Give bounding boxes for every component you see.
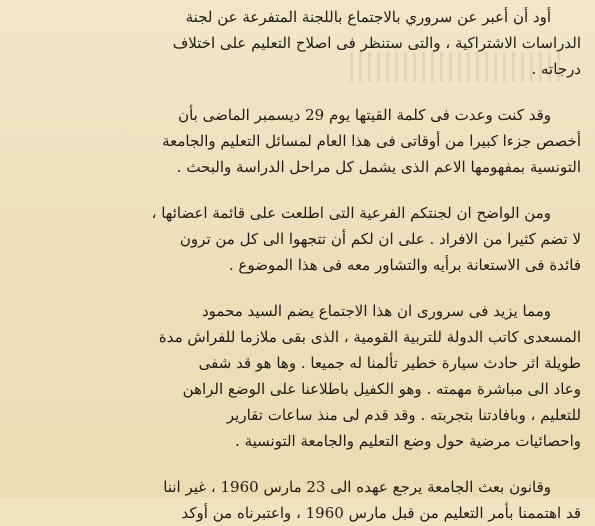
- text-line: أود أن أعبر عن سروري بالاجتماع باللجنة المتفرعة عن لجنة: [185, 8, 551, 26]
- paragraph-gap: [16, 180, 581, 200]
- text-line: ومما يزيد فى سرورى ان هذا الاجتماع يضم السيد محمود: [201, 302, 551, 320]
- text-line: فائدة فى الاستعانة برأيه والتشاور معه فى هذا الموضوع .: [228, 256, 581, 274]
- text-line: واحصائيات مرضية حول وضع التعليم والجامعة التونسية .: [235, 432, 581, 450]
- paragraph-1: [16, 4, 581, 82]
- text-line: وعاد الى مباشرة مهمته . وهو الكفيل باطلاعنا على الوضع الراهن: [182, 380, 581, 398]
- text-line: لا تضم كثيرا من الافراد . على ان لكم أن تتجهوا الى كل من ترون: [179, 230, 581, 248]
- paragraph-5: [16, 474, 581, 526]
- text-line: طويلة اثر حادث سيارة خطير تألمنا له جميعا . وها هو قد شفى: [198, 354, 581, 372]
- paragraph-3: [16, 200, 581, 278]
- text-line: أخصص جزءا كبيرا من أوقاتى فى هذا العام لمسائل التعليم والجامعة: [162, 132, 581, 150]
- text-line: وقانون بعث الجامعة يرجع عهده الى 23 مارس 1960 ، غير اننا: [163, 478, 551, 496]
- paragraph-4: [16, 298, 581, 454]
- text-line: وقد كنت وعدت فى كلمة القيتها يوم 29 ديسمبر الماضى بأن: [178, 106, 551, 124]
- paragraph-gap: [16, 82, 581, 102]
- text-line: قد اهتممنا بأمر التعليم من قبل مارس 1960 ، واعتبرناه من أوكد: [181, 504, 581, 522]
- text-line: للتعليم ، وبافادتنا بتجربته . وقد قدم لى منذ ساعات تقارير: [226, 406, 581, 424]
- text-line: الدراسات الاشتراكية ، والتى ستنظر فى اصلاح التعليم على اختلاف: [172, 34, 581, 52]
- text-line: التونسية بمفهومها الاعم الذى يشمل كل مراحل الدراسة والبحث .: [176, 158, 581, 176]
- paragraph-gap: [16, 278, 581, 298]
- text-line: ومن الواضح ان لجنتكم الفرعية التى اطلعت على قائمة اعضائها ،: [151, 204, 551, 222]
- paragraph-2: [16, 102, 581, 180]
- text-line: درجاته .: [531, 60, 581, 78]
- paragraph-gap: [16, 454, 581, 474]
- text-line: المسعدى كاتب الدولة للتربية القومية ، الذى بقى ملازما للفراش مدة: [158, 328, 581, 346]
- document-text: [16, 4, 581, 522]
